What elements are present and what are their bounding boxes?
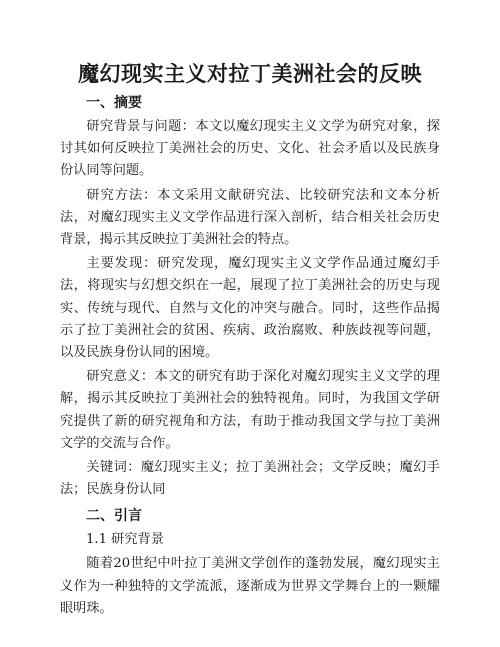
abstract-background-paragraph: 研究背景与问题：本文以魔幻现实主义文学为研究对象，探讨其如何反映拉丁美洲社会的历史、文化、社会矛盾以及民族身份认同等问题。 xyxy=(60,119,440,179)
abstract-method-paragraph: 研究方法：本文采用文献研究法、比较研究法和文本分析法，对魔幻现实主义文学作品进行深入剖析，结合相关社会历史背景，揭示其反映拉丁美洲社会的特点。 xyxy=(60,187,440,248)
section-heading-intro: 二、引言 xyxy=(86,508,142,525)
section-heading-abstract: 一、摘要 xyxy=(86,95,142,111)
abstract-findings-paragraph: 主要发现：研究发现，魔幻现实主义文学作品通过魔幻手法，将现实与幻想交织在一起，展现了拉丁美洲社会的历史与现实、传统与现代、自然与文化的冲突与融合。同时，这些作品揭示了拉丁美洲社会的贫困、疾病、政治腐败、种族歧视等问题，以及民族身份认同的困境。 xyxy=(60,256,440,361)
document-title: 魔幻现实主义对拉丁美洲社会的反映 xyxy=(78,61,422,86)
subsection-heading-background: 1.1 研究背景 xyxy=(86,532,164,548)
abstract-significance-paragraph: 研究意义：本文的研究有助于深化对魔幻现实主义文学的理解，揭示其反映拉丁美洲社会的独特视角。同时，为我国文学研究提供了新的研究视角和方法，有助于推动我国文学与拉丁美洲文学的交流与合作。 xyxy=(60,369,440,451)
document-body xyxy=(60,88,440,622)
intro-paragraph: 随着20世纪中叶拉丁美洲文学创作的蓬勃发展，魔幻现实主义作为一种独特的文学流派，逐渐成为世界文学舞台上的一颗耀眼明珠。 xyxy=(60,556,440,616)
keywords-paragraph: 关键词：魔幻现实主义；拉丁美洲社会；文学反映；魔幻手法；民族身份认同 xyxy=(60,460,440,498)
